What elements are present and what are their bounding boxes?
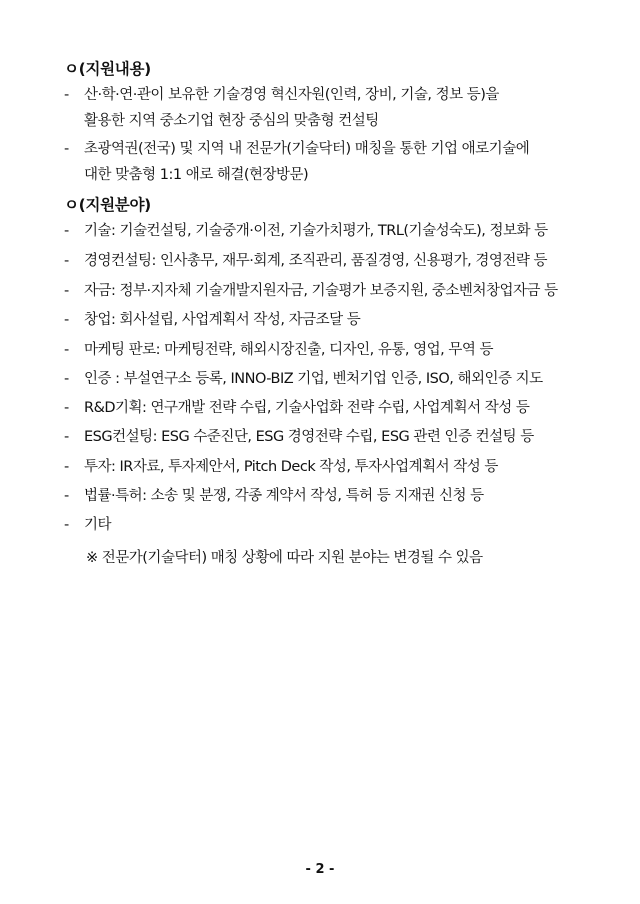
list-item-text: 마케팅 판로: 마케팅전략, 해외시장진출, 디자인, 유통, 영업, 무역 등 bbox=[84, 342, 493, 358]
list-item bbox=[64, 424, 584, 450]
list-item bbox=[64, 82, 584, 134]
section-heading-support-content: ㅇ(지원내용) bbox=[64, 60, 151, 78]
list-item-text: 기술: 기술컨설팅, 기술중개·이전, 기술가치평가, TRL(기술성숙도), 정보화 등 bbox=[84, 223, 548, 239]
list-item bbox=[64, 278, 584, 304]
list-dash: - bbox=[64, 459, 69, 475]
list-item-text: 경영컨설팅: 인사총무, 재무·회계, 조직관리, 품질경영, 신용평가, 경영전략 등 bbox=[84, 253, 548, 269]
list-dash: - bbox=[64, 400, 69, 416]
list-dash: - bbox=[64, 488, 69, 504]
list-item-text-continued: 대한 맞춤형 1:1 애로 해결(현장방문) bbox=[84, 167, 309, 183]
list-item bbox=[64, 218, 584, 244]
list-item bbox=[64, 337, 584, 363]
list-dash: - bbox=[64, 342, 69, 358]
list-item-text: 자금: 정부·지자체 기술개발지원자금, 기술평가 보증지원, 중소벤처창업자금 등 bbox=[84, 283, 558, 299]
list-item-text: 산·학·연·관이 보유한 기술경영 혁신자원(인력, 장비, 기술, 정보 등)을 bbox=[84, 87, 499, 103]
list-item-text: 투자: IR자료, 투자제안서, Pitch Deck 작성, 투자사업계획서 작성 등 bbox=[84, 459, 498, 475]
list-item-text: 인증 : 부설연구소 등록, INNO-BIZ 기업, 벤처기업 인증, ISO, 해외인증 지도 bbox=[84, 371, 543, 387]
list-item bbox=[64, 395, 584, 421]
note-text: ※ 전문가(기술닥터) 매칭 상황에 따라 지원 분야는 변경될 수 있음 bbox=[86, 550, 483, 566]
list-item bbox=[64, 512, 584, 538]
list-dash: - bbox=[64, 87, 69, 103]
list-dash: - bbox=[64, 517, 69, 533]
list-dash: - bbox=[64, 283, 69, 299]
list-dash: - bbox=[64, 253, 69, 269]
list-item-text: 창업: 회사설립, 사업계획서 작성, 자금조달 등 bbox=[84, 312, 361, 328]
list-item-text-continued: 활용한 지역 중소기업 현장 중심의 맞춤형 컨설팅 bbox=[84, 113, 379, 129]
list-dash: - bbox=[64, 141, 69, 157]
list-dash: - bbox=[64, 312, 69, 328]
list-item bbox=[64, 307, 584, 333]
list-item bbox=[64, 248, 584, 274]
page-number: - 2 - bbox=[305, 862, 335, 877]
list-item bbox=[64, 366, 584, 392]
list-item-text: ESG컨설팅: ESG 수준진단, ESG 경영전략 수립, ESG 관련 인증 컨설팅 등 bbox=[84, 429, 534, 445]
list-item bbox=[64, 136, 584, 188]
list-item-text: R&D기획: 연구개발 전략 수립, 기술사업화 전략 수립, 사업계획서 작성 등 bbox=[84, 400, 530, 416]
list-item-text: 법률·특허: 소송 및 분쟁, 각종 계약서 작성, 특허 등 지재권 신청 등 bbox=[84, 488, 484, 504]
section-heading-support-fields: ㅇ(지원분야) bbox=[64, 196, 151, 214]
list-dash: - bbox=[64, 371, 69, 387]
list-dash: - bbox=[64, 429, 69, 445]
list-item-text: 기타 bbox=[84, 517, 112, 533]
list-dash: - bbox=[64, 223, 69, 239]
list-item bbox=[64, 483, 584, 509]
list-item-text: 초광역권(전국) 및 지역 내 전문가(기술닥터) 매칭을 통한 기업 애로기술에 bbox=[84, 141, 530, 157]
list-item bbox=[64, 454, 584, 480]
